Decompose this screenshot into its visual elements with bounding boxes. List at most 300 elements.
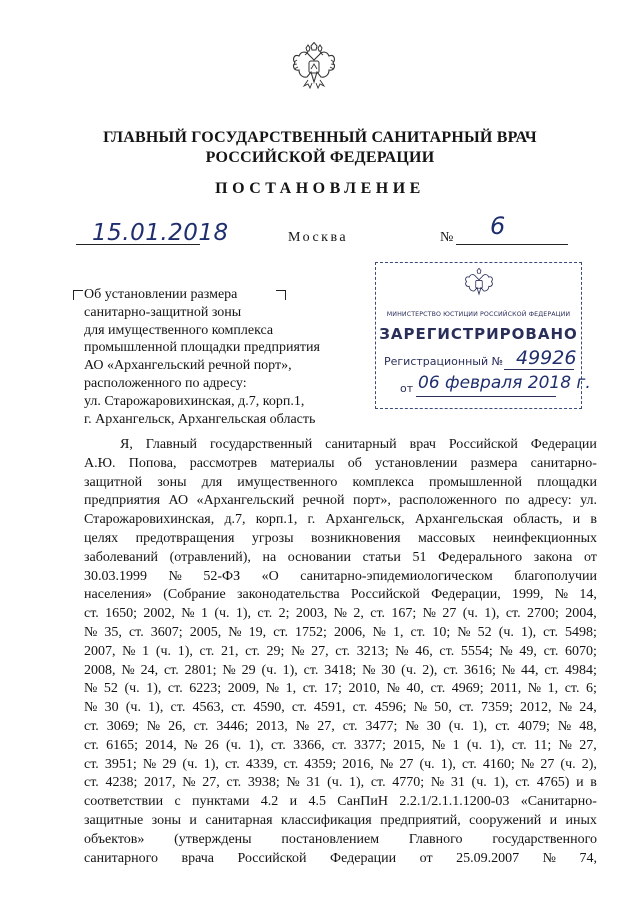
body-word: и	[289, 794, 298, 810]
stamp-registered: ЗАРЕГИСТРИРОВАНО	[379, 325, 578, 343]
body-word: защитные	[84, 812, 144, 828]
body-word: 1	[452, 737, 460, 753]
body-line	[84, 662, 597, 681]
body-word: Я,	[120, 437, 133, 452]
body-text	[84, 436, 597, 868]
body-word: (утверждены	[174, 831, 252, 847]
body-word: 3477;	[365, 718, 398, 734]
body-word: 31	[306, 775, 321, 791]
body-word: ст.	[410, 624, 426, 640]
body-line	[84, 436, 597, 455]
body-word: №	[431, 737, 446, 753]
body-word: ст.	[515, 775, 531, 791]
body-word: 6;	[586, 681, 597, 697]
registration-stamp	[375, 262, 591, 409]
body-word: 167;	[391, 606, 417, 622]
body-word: порт»,	[352, 493, 391, 509]
body-word: (ч.	[448, 718, 464, 734]
document-date: 15.01.2018	[92, 220, 229, 246]
stamp-date: 06 февраля 2018 г.	[418, 373, 591, 393]
body-word: благополучии	[514, 568, 597, 584]
body-word: ст.	[84, 775, 99, 791]
body-word: защитной	[84, 474, 143, 490]
body-line	[84, 511, 597, 530]
body-word: в	[590, 775, 597, 791]
body-word: «О	[261, 568, 279, 584]
body-word: 27,	[579, 737, 597, 753]
body-line	[84, 624, 597, 643]
body-word: №	[405, 718, 419, 734]
body-line	[84, 756, 597, 775]
body-word: ст.	[370, 606, 386, 622]
body-word: ст.	[128, 624, 144, 640]
body-word: 4591,	[313, 700, 346, 716]
body-word: 3069;	[106, 718, 139, 734]
body-word: 29;	[266, 643, 285, 659]
body-word: 74,	[579, 850, 597, 866]
body-word: 2),	[422, 662, 438, 678]
body-word: ст.	[458, 700, 474, 716]
body-word: 46,	[415, 643, 433, 659]
body-line	[84, 549, 597, 568]
body-word: №	[422, 606, 436, 622]
body-word: адресу:	[528, 493, 572, 509]
body-word: расположенного	[399, 493, 497, 509]
body-word: СанПиН	[337, 794, 389, 810]
body-word: 4339,	[245, 756, 278, 772]
body-word: ст.	[84, 606, 99, 622]
body-word: 2015,	[393, 737, 425, 753]
body-word: ст.	[224, 756, 240, 772]
body-word: 21,	[220, 643, 239, 659]
body-word: (ч.	[462, 606, 478, 622]
body-line	[84, 530, 597, 549]
document-type-title: ПОСТАНОВЛЕНИЕ	[215, 180, 425, 197]
body-word: 2010,	[348, 681, 380, 697]
stamp-date-underline	[416, 396, 556, 397]
body-word: ст.	[543, 643, 559, 659]
body-word: «Санитарно-	[520, 794, 597, 810]
body-word: (ч.	[226, 737, 242, 753]
body-word: 2013,	[256, 718, 288, 734]
body-word: промышленной	[429, 474, 522, 490]
body-word: 1),	[146, 681, 162, 697]
body-word: 48,	[579, 718, 597, 734]
body-word: ст.	[270, 737, 286, 753]
body-word: от	[419, 850, 433, 866]
body-word: (ч.	[327, 775, 343, 791]
body-word: №	[84, 700, 98, 716]
body-word: 30.03.1999	[84, 568, 147, 584]
body-word: 7359;	[480, 700, 513, 716]
body-word: Попова,	[128, 455, 177, 471]
body-word: №	[362, 662, 376, 678]
body-word: 2005,	[189, 624, 222, 640]
body-word: 25.09.2007	[456, 850, 520, 866]
body-word: 50,	[434, 700, 452, 716]
body-word: 2016,	[342, 756, 374, 772]
body-word: зоны	[157, 474, 187, 490]
body-word: 1),	[177, 643, 193, 659]
body-word: (ч.	[155, 643, 172, 659]
body-line	[84, 793, 597, 812]
body-word: ст.	[257, 606, 273, 622]
stamp-emblem-icon	[463, 268, 495, 302]
body-word: ст.	[226, 775, 242, 791]
body-word: 1),	[489, 737, 505, 753]
number-underline	[456, 244, 568, 245]
body-word: 52-ФЗ	[203, 568, 241, 584]
body-word: на	[262, 549, 277, 565]
body-line	[84, 774, 597, 793]
body-word: ст.	[342, 718, 358, 734]
body-word: 35,	[104, 624, 122, 640]
body-word: (ч.	[498, 624, 514, 640]
body-word: 2;	[278, 606, 290, 622]
body-word: возникновения	[311, 530, 401, 546]
body-word: 3607;	[150, 624, 183, 640]
body-line	[84, 586, 597, 605]
body-word: 3366,	[293, 737, 325, 753]
body-word: 3213;	[356, 643, 389, 659]
body-word: и	[549, 812, 558, 828]
body-word: 2017,	[144, 775, 176, 791]
body-word: №	[501, 662, 516, 678]
body-word: ст.	[84, 737, 99, 753]
body-word: ст.	[84, 718, 99, 734]
body-word: 1	[200, 606, 208, 622]
body-word: 51	[412, 549, 427, 565]
body-word: предприятий,	[380, 812, 461, 828]
body-word: №	[228, 624, 242, 640]
body-word: №	[222, 662, 236, 678]
body-word: зоны	[151, 812, 182, 828]
body-word: №	[286, 775, 300, 791]
body-word: 1999,	[512, 587, 544, 603]
issuer-title-line1: ГЛАВНЫЙ ГОСУДАРСТВЕННЫЙ САНИТАРНЫЙ ВРАЧ	[103, 129, 537, 146]
body-word: №	[395, 643, 409, 659]
body-word: «Архангельский	[196, 493, 295, 509]
issuer-title-line2: РОССИЙСКОЙ ФЕДЕРАЦИИ	[205, 149, 435, 166]
body-word: 27	[540, 756, 555, 772]
body-line	[84, 718, 597, 737]
subject-line: г. Архангельск, Архангельская область	[84, 411, 316, 427]
body-word: санитарный	[325, 437, 397, 452]
document-subject	[84, 286, 344, 428]
body-word: 4765)	[536, 775, 570, 791]
subject-bracket-left	[73, 290, 83, 300]
coat-of-arms-emblem	[290, 42, 338, 94]
body-word: №	[527, 681, 542, 697]
body-word: область,	[513, 512, 563, 528]
body-word: санитарная	[205, 812, 273, 828]
body-word: 10;	[432, 624, 451, 640]
body-word: ст.	[505, 606, 521, 622]
body-word: 30	[381, 662, 396, 678]
body-word: №	[499, 643, 513, 659]
body-word: №	[557, 718, 572, 734]
body-word: 1),	[348, 775, 365, 791]
stamp-number-underline	[504, 369, 574, 370]
body-word: 3616;	[463, 662, 496, 678]
body-word: №	[542, 850, 556, 866]
body-word: 3951;	[104, 756, 137, 772]
body-word: №	[430, 775, 445, 791]
body-word: ст.	[439, 643, 455, 659]
body-word: ст.	[564, 681, 580, 697]
body-word: 1752;	[295, 624, 327, 640]
body-word: ст.	[245, 643, 260, 659]
body-word: №	[457, 624, 471, 640]
stamp-reg-label: Регистрационный №	[384, 355, 504, 368]
body-word: 1),	[248, 737, 264, 753]
body-word: 1),	[472, 718, 488, 734]
body-word: предприятия	[84, 493, 161, 509]
body-word: массовых	[417, 530, 476, 546]
body-word: для	[201, 474, 223, 490]
body-word: 4.5	[308, 794, 326, 810]
body-word: ст.	[291, 700, 307, 716]
body-word: ст.	[511, 737, 527, 753]
body-word: ст.	[430, 681, 446, 697]
body-word: 1),	[484, 606, 500, 622]
body-word: 44,	[520, 662, 539, 678]
body-word: 2004,	[565, 606, 597, 622]
body-word: 30	[104, 700, 119, 716]
body-word: 1,	[547, 681, 559, 697]
body-word: 4984;	[564, 662, 597, 678]
body-word: 27,	[317, 718, 335, 734]
body-word: 40,	[406, 681, 424, 697]
body-word: речной	[302, 493, 345, 509]
body-word: Федерации	[330, 850, 397, 866]
stamp-ministry: МИНИСТЕРСТВО ЮСТИЦИИ РОССИЙСКОЙ ФЕДЕРАЦИИ	[386, 311, 571, 318]
subject-line: Об установлении размера	[84, 287, 238, 302]
body-word: ст.	[199, 643, 215, 659]
body-word: (ч.	[214, 606, 230, 622]
body-word: государственного	[492, 831, 597, 847]
body-word: А.Ю.	[84, 455, 116, 471]
stamp-reg-number: 49926	[516, 347, 577, 369]
body-word: закона	[533, 549, 573, 565]
body-line	[84, 680, 597, 699]
body-word: №	[554, 587, 569, 603]
body-word: угрозы	[251, 530, 294, 546]
body-word: населения»	[84, 587, 152, 603]
body-word: №	[168, 568, 182, 584]
subject-line: АО «Архангельский речной порт»,	[84, 358, 292, 374]
body-word: по	[505, 493, 520, 509]
body-word: и	[572, 512, 581, 528]
body-word: 52	[477, 624, 492, 640]
body-word: площадки	[537, 474, 597, 490]
body-word: ст.	[462, 756, 477, 772]
body-word: ст.	[302, 681, 318, 697]
body-word: пунктами	[191, 794, 250, 810]
body-word: в	[590, 512, 597, 528]
body-word: Старожаровихинская,	[84, 512, 215, 528]
body-word: 2014,	[145, 737, 177, 753]
body-line	[84, 492, 597, 511]
body-word: 3377;	[353, 737, 386, 753]
body-word: №	[84, 681, 98, 697]
body-word: №	[291, 643, 305, 659]
body-line	[84, 643, 597, 662]
body-line	[84, 812, 597, 831]
body-word: 1),	[235, 606, 252, 622]
body-word: Российской	[350, 587, 420, 603]
body-word: сооружений	[469, 812, 542, 828]
body-word: №	[295, 718, 310, 734]
body-word: ст.	[352, 700, 368, 716]
body-word: 2700;	[526, 606, 559, 622]
body-word: АО	[168, 493, 189, 509]
body-word: ст.	[283, 756, 299, 772]
body-word: законодательства	[237, 587, 340, 603]
body-word: №	[146, 718, 161, 734]
body-word: Архангельская	[414, 512, 504, 528]
body-line	[84, 737, 597, 756]
body-word: 27,	[202, 775, 220, 791]
body-word: 1),	[520, 624, 537, 640]
body-word: ст.	[303, 662, 319, 678]
body-word: 1,	[285, 681, 297, 697]
body-word: 4238;	[105, 775, 138, 791]
body-word: ст.	[495, 718, 510, 734]
subject-line: для имущественного комплекса	[84, 322, 274, 338]
body-word: санитарно-	[530, 455, 597, 471]
body-word: №	[372, 624, 386, 640]
body-word: 4969;	[451, 681, 484, 697]
body-word: 26	[204, 737, 219, 753]
body-word: (ч.	[125, 700, 141, 716]
body-line	[84, 850, 597, 869]
body-word: 4.2	[260, 794, 279, 810]
date-underline	[76, 244, 200, 245]
body-word: ст.	[231, 700, 247, 716]
body-word: статьи	[362, 549, 401, 565]
body-word: №	[265, 681, 280, 697]
document-city: Москва	[288, 230, 349, 245]
body-word: 3938;	[247, 775, 280, 791]
body-word: №	[520, 756, 535, 772]
body-word: 2,	[353, 606, 364, 622]
body-word: №	[558, 737, 572, 753]
body-word: 1),	[203, 756, 219, 772]
body-word: 4770;	[392, 775, 425, 791]
body-word: 3446;	[216, 718, 249, 734]
body-word: соответствии	[84, 794, 164, 810]
body-word: 27	[442, 606, 457, 622]
body-word: №	[121, 662, 135, 678]
body-word: (ч.	[560, 756, 576, 772]
body-word: (ч.	[419, 756, 435, 772]
body-word: ст.	[167, 681, 183, 697]
body-word: 1),	[440, 756, 456, 772]
body-word: об	[347, 455, 362, 471]
body-word: Федерального	[438, 549, 523, 565]
body-word: ст.	[273, 624, 288, 640]
body-word: иных	[565, 812, 597, 828]
body-line	[84, 568, 597, 587]
body-line	[84, 605, 597, 624]
body-word: 1,	[392, 624, 404, 640]
body-word: Архангельск,	[325, 512, 405, 528]
body-word: 14,	[579, 587, 597, 603]
body-word: классификация	[280, 812, 372, 828]
body-word: 4160;	[482, 756, 515, 772]
body-word: 2009,	[227, 681, 260, 697]
body-word: №	[386, 681, 400, 697]
body-word: 1	[142, 643, 150, 659]
body-word: (ч.	[401, 662, 417, 678]
body-word: 2008,	[84, 662, 116, 678]
body-word: №	[84, 624, 98, 640]
body-word: 2006,	[333, 624, 366, 640]
document-number: 6	[490, 212, 506, 240]
body-word: 24,	[140, 662, 159, 678]
body-word: предотвращения	[135, 530, 235, 546]
body-word: 2003,	[295, 606, 328, 622]
body-word: 49,	[519, 643, 537, 659]
body-word: корп.1,	[255, 512, 298, 528]
subject-line: промышленной площадки предприятия	[84, 340, 320, 356]
body-word: целях	[84, 530, 119, 546]
body-word: (ч.	[466, 737, 483, 753]
stamp-date-label: от	[400, 382, 414, 395]
body-word: (ч.	[124, 681, 140, 697]
body-word: ст.	[335, 643, 351, 659]
body-line	[84, 455, 597, 474]
body-word: 4563,	[192, 700, 225, 716]
body-word: Федерации,	[431, 587, 501, 603]
body-word: 3418;	[324, 662, 357, 678]
body-word: 1650;	[105, 606, 138, 622]
number-label: №	[440, 230, 454, 245]
body-word: основании	[287, 549, 351, 565]
subject-line: расположенного по адресу:	[84, 375, 247, 391]
body-word: 2011,	[490, 681, 522, 697]
body-word: 6223;	[189, 681, 222, 697]
body-word: 29	[162, 756, 177, 772]
body-line	[84, 699, 597, 718]
body-word: 6070;	[565, 643, 597, 659]
body-line	[84, 474, 597, 493]
body-word: и	[576, 775, 584, 791]
body-word: ст.	[84, 756, 99, 772]
body-word: №	[333, 606, 348, 622]
body-word: 26,	[168, 718, 186, 734]
body-word: санитарно-эпидемиологическом	[300, 568, 493, 584]
body-word: материалы	[270, 455, 335, 471]
body-word: 2002,	[143, 606, 175, 622]
body-word: (ч.	[261, 662, 277, 678]
body-word: 31	[450, 775, 465, 791]
body-word: ст.	[331, 737, 347, 753]
body-word: 2007,	[84, 643, 116, 659]
body-word: государственный	[210, 437, 313, 452]
body-word: 2.2.1/2.1.1.1200-03	[399, 794, 510, 810]
body-word: ст.	[543, 624, 558, 640]
body-word: №	[181, 606, 195, 622]
body-word: объектов»	[84, 831, 145, 847]
body-word: ст.	[443, 662, 459, 678]
body-word: 5498;	[565, 624, 597, 640]
body-word: №	[142, 756, 157, 772]
body-word: 27	[399, 756, 414, 772]
body-word: от	[583, 549, 597, 565]
body-word: 27,	[311, 643, 329, 659]
